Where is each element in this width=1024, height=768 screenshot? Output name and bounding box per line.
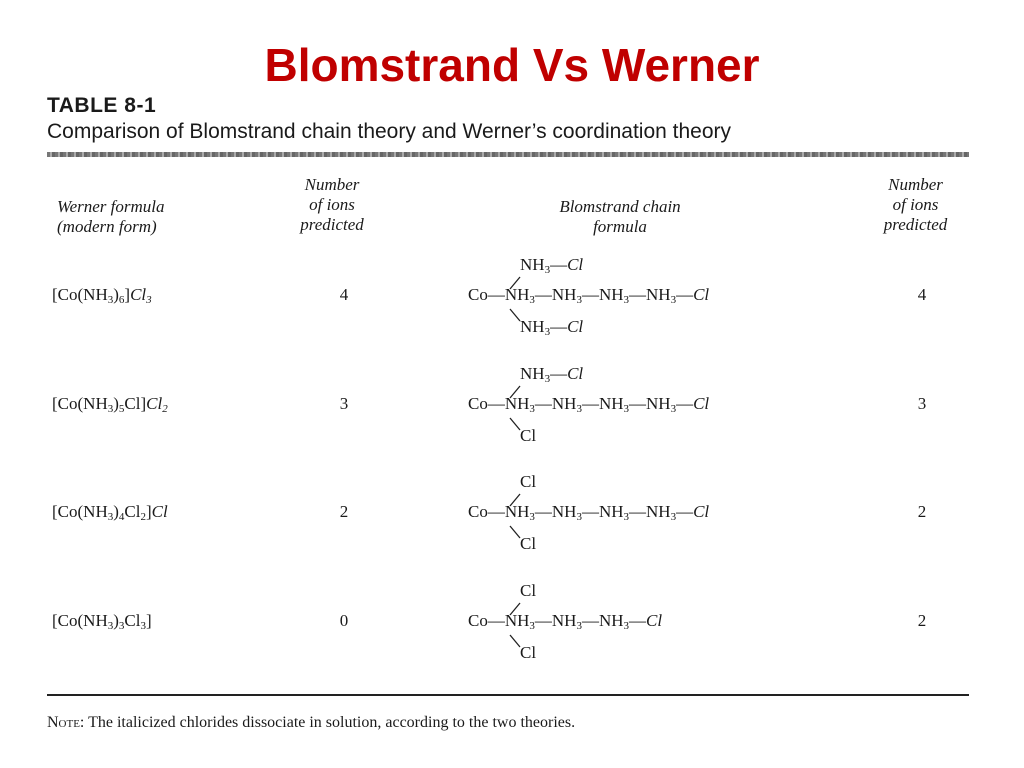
chain-main: $Co—NH_3—NH_3—NH_3—Cl$ xyxy=(468,611,663,632)
chain-lower-branch: Cl xyxy=(520,643,537,662)
header-werner-formula xyxy=(57,197,165,237)
header-line: of ions xyxy=(892,195,939,214)
chain-upper-branch: $NH_3—Cl$ xyxy=(520,364,584,385)
header-line: predicted xyxy=(883,215,948,234)
header-ions-blomstrand xyxy=(858,175,973,235)
header-line: of ions xyxy=(309,195,355,214)
note-label: Note: xyxy=(47,714,85,731)
chain-main: $Co—NH_3—NH_3—NH_3—NH_3—Cl$ xyxy=(468,394,710,415)
table-top-rule xyxy=(47,152,969,157)
ions-werner-cell: 4 xyxy=(339,285,349,304)
table-label: TABLE 8-1 xyxy=(47,94,157,117)
ions-blomstrand-cell: 4 xyxy=(917,285,927,304)
chain-upper-branch: $NH_3—Cl$ xyxy=(520,255,584,276)
ions-werner-cell: 3 xyxy=(339,394,349,413)
header-line: Number xyxy=(304,175,360,194)
table-caption: Comparison of Blomstrand chain theory and Werner’s coordination theory xyxy=(47,120,732,143)
werner-formula-cell: $[Co(NH_3)_3Cl_3]$ xyxy=(52,611,152,632)
note-text: The italicized chlorides dissociate in solution, according to the two theories. xyxy=(88,714,576,731)
header-line: formula xyxy=(593,217,647,236)
chain-main: $Co—NH_3—NH_3—NH_3—NH_3—Cl$ xyxy=(468,285,710,306)
chain-lower-branch: Cl xyxy=(520,426,537,445)
header-ions-werner xyxy=(272,175,392,235)
chain-upper-branch: Cl xyxy=(520,581,537,600)
werner-formula-cell: $[Co(NH_3)_4Cl_2]Cl$ xyxy=(52,502,168,523)
ions-werner-cell: 0 xyxy=(339,611,349,630)
chain-upper-branch: Cl xyxy=(520,472,537,491)
ions-blomstrand-cell: 2 xyxy=(917,502,927,521)
header-line: Werner formula xyxy=(57,197,165,216)
ions-blomstrand-cell: 2 xyxy=(917,611,927,630)
header-line: Number xyxy=(888,175,943,194)
werner-formula-cell: $[Co(NH_3)_6]Cl_3$ xyxy=(52,285,152,306)
ions-werner-cell: 2 xyxy=(339,502,349,521)
table-note xyxy=(47,714,575,732)
header-line: Blomstrand chain xyxy=(559,197,681,216)
header-line: (modern form) xyxy=(57,217,157,236)
chain-lower-branch: $NH_3—Cl$ xyxy=(520,317,584,338)
table-bottom-rule xyxy=(47,694,969,696)
header-line: predicted xyxy=(300,215,364,234)
chain-lower-branch: Cl xyxy=(520,534,537,553)
slide-title: Blomstrand Vs Werner xyxy=(264,39,760,91)
ions-blomstrand-cell: 3 xyxy=(917,394,927,413)
header-blomstrand-formula xyxy=(510,197,730,237)
werner-formula-cell: $[Co(NH_3)_5Cl]Cl_2$ xyxy=(52,394,168,415)
chain-main: $Co—NH_3—NH_3—NH_3—NH_3—Cl$ xyxy=(468,502,710,523)
